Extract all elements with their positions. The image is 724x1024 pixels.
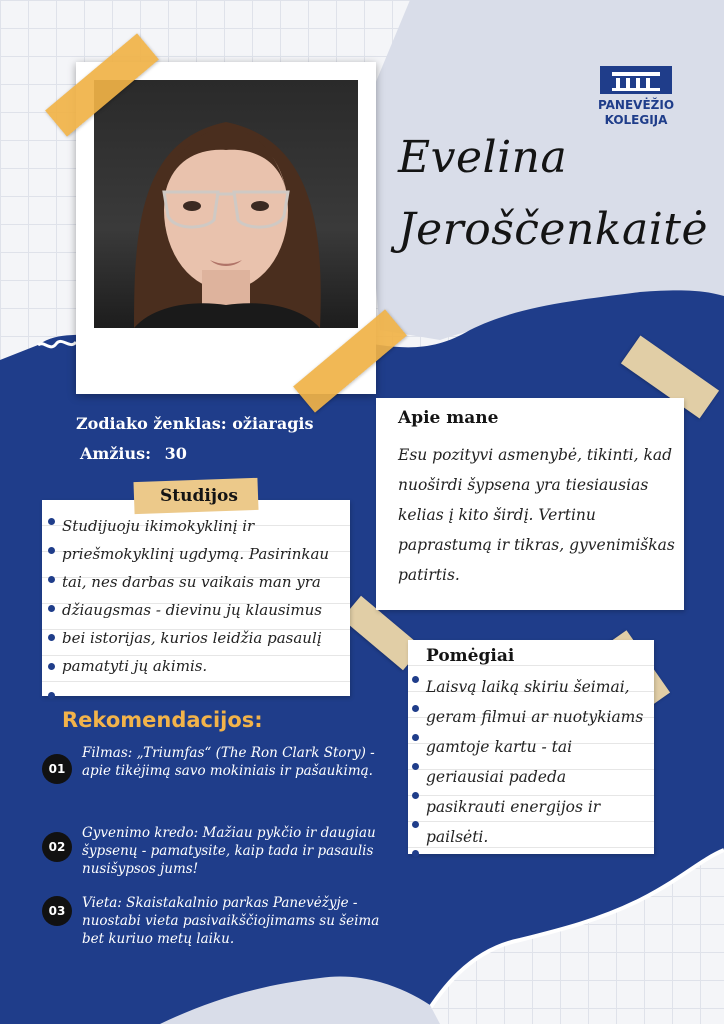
about-title: Apie mane [398,408,499,428]
age-line [80,444,187,463]
about-text: Esu pozityvi asmenybė, tikinti, kad nuoširdi šypsena yra tiesiausias kelias į kito širdį. Vertinu paprastumą ir tikras, gyvenimiškas patirtis. [398,446,675,584]
studies-card [42,500,350,696]
first-name: Evelina [398,132,568,183]
number-badge: 02 [42,832,72,862]
hobbies-text: Laisvą laiką skiriu šeimai, geram filmui ar nuotykiams gamtoje kartu - tai geriausiai padeda pasikrauti energijos ir pailsėti. [426,678,644,846]
hobbies-card [408,640,654,854]
binder-holes [48,518,55,721]
building-columns-icon [596,66,676,96]
studies-title: Studijos [160,486,238,506]
recommendation-text: Filmas: „Triumfas“ (The Ron Clark Story) - apie tikėjimą savo mokiniais ir pašaukimą. [82,745,375,779]
studies-text: Studijuoju ikimokyklinį ir priešmokyklinį ugdymą. Pasirinkau tai, nes darbas su vaikais man yra džiaugsmas - dievinu jų klausimus bei istorijas, kurios leidžia pasaulį pamatyti jų akimis. [62,517,330,675]
binder-holes [412,676,419,879]
logo-line-1: PANEVĖŽIO [597,98,675,112]
logo-line-2: KOLEGIJA [604,113,668,127]
last-name: Jeroščenkaitė [398,204,708,255]
age-label: Amžius: [80,444,152,463]
recommendation-item-3 [42,894,402,960]
about-card [376,398,684,610]
zodiac-line: Zodiako ženklas: ožiaragis [76,414,314,433]
person-name [398,128,708,260]
recommendation-item-1 [42,744,402,810]
college-logo [596,66,676,130]
number-badge: 01 [42,754,72,784]
recommendations-title: Rekomendacijos: [62,708,263,732]
number-badge: 03 [42,896,72,926]
hobbies-title: Pomėgiai [426,646,515,666]
age-value: 30 [164,444,187,463]
recommendation-text: Gyvenimo kredo: Mažiau pykčio ir daugiau šypsenų - pamatysite, kaip tada ir pasaulis nusišypsos jums! [82,825,376,877]
recommendation-item-2 [42,824,402,890]
profile-photo [94,80,358,328]
recommendation-text: Vieta: Skaistakalnio parkas Panevėžyje - nuostabi vieta pasivaikščiojimams su šeima bet kuriuo metų laiku. [82,895,380,947]
polaroid-photo-frame [76,62,376,394]
